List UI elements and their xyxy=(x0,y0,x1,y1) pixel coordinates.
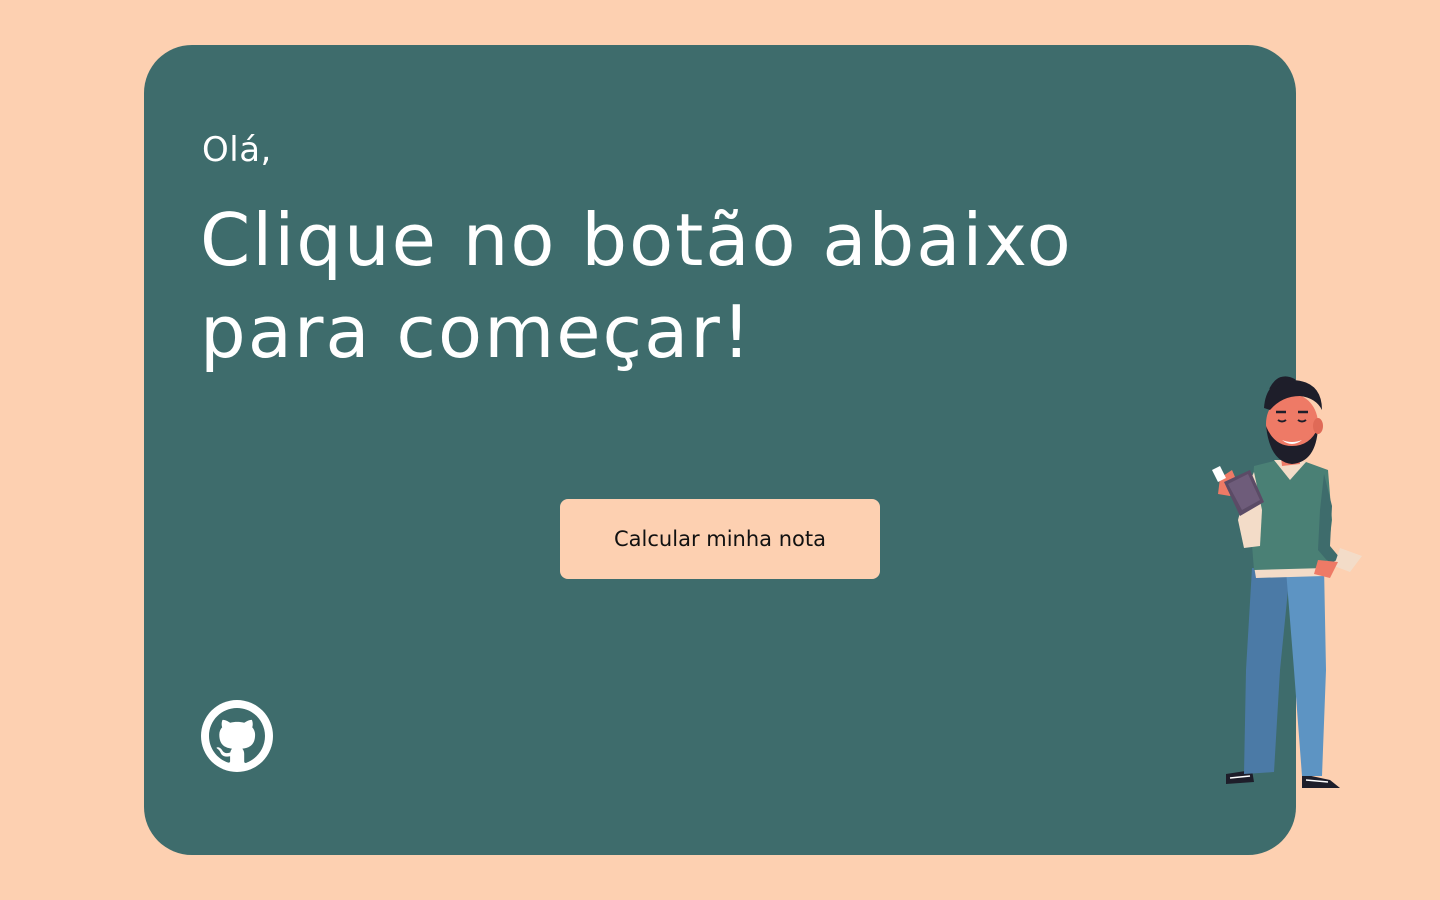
greeting-text: Olá, xyxy=(202,130,272,170)
left-leg xyxy=(1244,568,1290,774)
person-reading-book-illustration xyxy=(1190,370,1380,800)
github-link[interactable] xyxy=(201,700,273,772)
page-title: Clique no botão abaixo para começar! xyxy=(200,198,1073,374)
ear xyxy=(1313,418,1323,434)
right-cuff xyxy=(1334,548,1362,572)
right-leg xyxy=(1286,566,1326,776)
github-icon xyxy=(201,700,273,772)
main-card xyxy=(144,45,1296,855)
calculate-grade-button[interactable]: Calcular minha nota xyxy=(560,499,880,579)
